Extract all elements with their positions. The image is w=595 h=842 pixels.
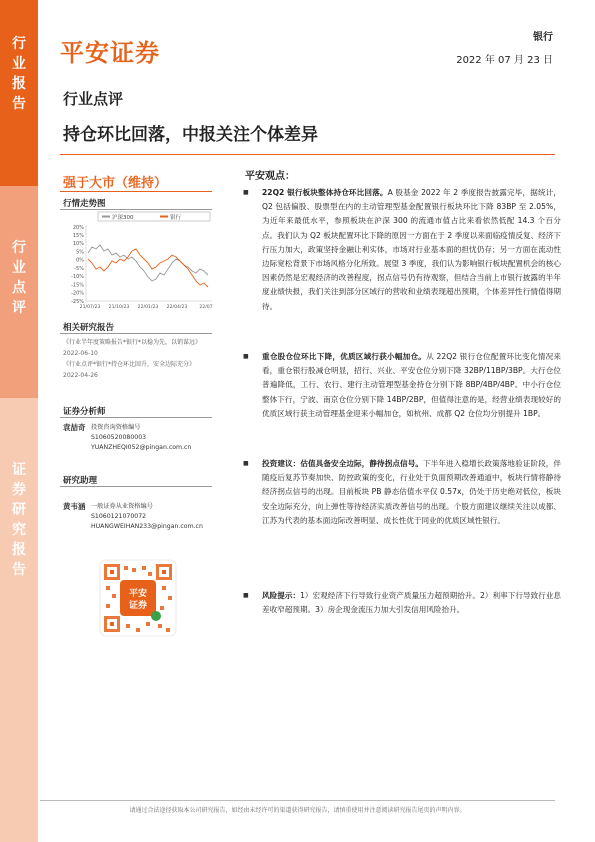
doc-type: 行业点评 — [63, 90, 124, 108]
square-bullet-icon: ■ — [243, 189, 249, 196]
title-divider — [60, 154, 555, 155]
viewpoints-heading: 平安观点： — [245, 171, 295, 182]
y-tick-label: 20% — [72, 224, 84, 231]
assistant-cert-number: S1060121070072 — [91, 513, 147, 520]
qr-code — [98, 558, 178, 648]
related-reports-rule — [60, 333, 212, 334]
y-tick-label: -25% — [71, 298, 84, 305]
assistant-block — [63, 502, 233, 536]
viewpoint-paragraph — [243, 457, 561, 528]
analyst-heading: 证券分析师 — [63, 407, 106, 417]
paragraph-lead: 风险提示： — [262, 591, 301, 600]
side-label-char: 评 — [12, 300, 26, 316]
assistant-heading: 研究助理 — [63, 476, 98, 486]
side-label-char: 券 — [12, 482, 26, 498]
company-logo: 平安证券 — [60, 39, 160, 67]
series-line-bank — [88, 249, 208, 287]
y-tick-label: 15% — [72, 233, 84, 240]
x-tick-label: 22/07 — [199, 305, 213, 310]
side-label-securities — [0, 398, 38, 842]
report-date: 2022 年 07 月 23 日 — [456, 55, 553, 66]
assistant-name: 黄韦涵 — [63, 502, 86, 511]
paragraph-text: 从 22Q2 银行仓位配置环比变化情况来看，重仓银行股减仓明显，招行、兴业、平安仓位分别下降 32BP/11BP/3BP。大行仓位普遍降低，工行、农行、建行主动管理型基金持仓分别下降 8BP/4BP/4BP。中小行仓位整体下行，宁波、南京仓位分别下降 14BP/2BP，但值得注意的是，经营业绩表现较好的优质区域行获主动管理基金迎来小幅加仓，如杭州、成都 Q2 仓位均分别提升 1BP。 — [262, 352, 561, 418]
analyst-email[interactable]: YUANZHEQI052@pingan.com.cn — [91, 444, 192, 451]
viewpoint-paragraph — [243, 589, 561, 617]
viewpoint-paragraph — [243, 350, 561, 421]
side-label-report — [0, 0, 38, 186]
rating-divider — [60, 191, 212, 192]
analyst-block — [63, 423, 233, 457]
x-tick-label: 22/04/23 — [166, 305, 188, 310]
viewpoint-paragraph — [243, 186, 561, 314]
chart-heading-rule — [60, 209, 212, 210]
paragraph-text: 1）宏观经济下行导致行业资产质量压力超预期抬升。2）利率下行导致行业息差收窄超预期。3）房企现金流压力加大引发信用风险抬升。 — [262, 591, 561, 615]
side-label-char: 报 — [12, 76, 26, 92]
footer-disclaimer: 请通过合法途径获取本公司研究报告，如经由未经许可的渠道获得研究报告，请慎重使用并注意阅读研究报告尾页的声明内容。 — [129, 807, 466, 814]
x-tick-label: 21/10/23 — [108, 305, 130, 310]
side-strip — [0, 0, 38, 842]
x-tick-label: 21/07/23 — [79, 305, 101, 310]
y-tick-label: -5% — [74, 265, 84, 272]
paragraph-text: A 股基金 2022 年 2 季度报告披露完毕，据统计，Q2 包括偏股、股票型在内的主动管理型基金配置银行板块环比下降 83BP 至 2.05%，为近年来最低水平，参照板块在沪深 300 的流通市值占比来看依然低配 14.3 个百分点。我们认为 Q2 板块配置环比下降的原因一方面在于 2 季度以来面临疫情反复、经济下行压力加大，政策坚持金融让利实体，市场对行业基本面的担忧仍存；另一方面在流动性边际宽松背景下市场风格分化所致。展望 3 季度，我们认为影响银行板块配置机会的核心因素仍然是宏观经济的改善程度，拐点信号仍有待观察，但结合当前上市银行披露的半年度业绩快报，我们关注到部分区域行的营收和业绩表现超出预期，个体差异性行情值得期待。 — [262, 188, 561, 311]
paragraph-text: 下半年进入稳增长政策落地验证阶段，伴随疫后复苏节奏加快、防控政策的变化，行业处于负面预期改善通道中，板块行情将静待经济拐点信号的出现。目前板块 PB 静态估值水平仅 0.57x，仍处于历史绝对低位，板块安全边际充分，向上弹性等待经济实质改善信号的出现。个股方面建议继续关注以成都、江苏为代表的基本面边际改善明显、成长性优于同业的优质区域性银行。 — [262, 459, 562, 525]
related-report-title[interactable]: 《行业半年度策略报告*银行*以稳为先，以销谋远》 — [63, 339, 202, 346]
y-tick-label: 0% — [76, 257, 84, 264]
side-label-review — [0, 186, 38, 398]
y-tick-label: 10% — [72, 241, 84, 248]
y-tick-label: -10% — [71, 274, 84, 281]
side-label-char: 业 — [12, 260, 26, 276]
assistant-cert-label: 一般证券从业资格编号 — [91, 503, 153, 510]
assistant-heading-rule — [60, 486, 212, 487]
side-label-char: 究 — [12, 522, 26, 538]
side-label-char: 业 — [12, 56, 26, 72]
square-bullet-icon: ■ — [243, 460, 249, 467]
qr-logo-text-bottom: 证券 — [128, 601, 148, 611]
paragraph-lead: 22Q2 银行板块整体持仓环比回落。 — [262, 188, 388, 197]
x-tick-label: 22/01/23 — [137, 305, 159, 310]
page-title: 持仓环比回落，中报关注个体差异 — [63, 125, 318, 145]
y-tick-label: -15% — [71, 282, 84, 289]
legend-label-bank: 银行 — [170, 214, 182, 221]
y-tick-label: -20% — [71, 290, 84, 297]
x-axis-ticks — [80, 304, 213, 310]
related-report-title[interactable]: 《行业点评*银行*持仓环比回升，安全边际充分》 — [63, 361, 196, 368]
square-bullet-icon: ■ — [243, 353, 249, 360]
related-report-date: 2022-04-26 — [63, 372, 98, 379]
assistant-info — [91, 502, 241, 532]
analyst-heading-rule — [60, 417, 212, 418]
y-tick-label: 5% — [76, 249, 84, 256]
analyst-cert-number: S1060520080003 — [91, 434, 147, 441]
side-label-char: 报 — [12, 542, 26, 558]
qr-badge-icon — [151, 611, 161, 621]
analyst-name: 袁喆奇 — [63, 423, 86, 432]
price-trend-chart — [62, 211, 214, 311]
side-label-char: 证 — [12, 462, 26, 478]
side-label-char: 研 — [12, 502, 26, 518]
y-axis-ticks — [71, 225, 84, 305]
analyst-cert-label: 投资咨询资格编号 — [91, 424, 141, 431]
related-reports-list — [63, 337, 228, 381]
side-label-char: 点 — [12, 280, 26, 296]
side-label-char: 告 — [12, 562, 26, 578]
square-bullet-icon: ■ — [243, 592, 249, 599]
chart-heading: 行情走势图 — [63, 199, 106, 209]
analyst-info — [91, 423, 241, 453]
qr-logo-text-top: 平安 — [128, 589, 148, 599]
side-label-char: 行 — [12, 36, 26, 52]
side-label-char: 告 — [12, 96, 26, 112]
assistant-email[interactable]: HUANGWEIHAN233@pingan.com.cn — [91, 523, 203, 530]
side-label-char: 行 — [12, 240, 26, 256]
paragraph-lead: 重仓股仓位环比下降，优质区域行获小幅加仓。 — [262, 352, 427, 361]
sector-label: 银行 — [533, 32, 553, 43]
paragraph-lead: 投资建议：估值具备安全边际，静待拐点信号。 — [262, 459, 424, 468]
legend-label-hs300: 沪深300 — [112, 214, 134, 221]
rating: 强于大市（维持） — [63, 176, 168, 191]
related-report-date: 2022-06-10 — [63, 350, 98, 357]
related-reports-heading: 相关研究报告 — [63, 323, 115, 333]
footer-divider — [40, 800, 555, 801]
